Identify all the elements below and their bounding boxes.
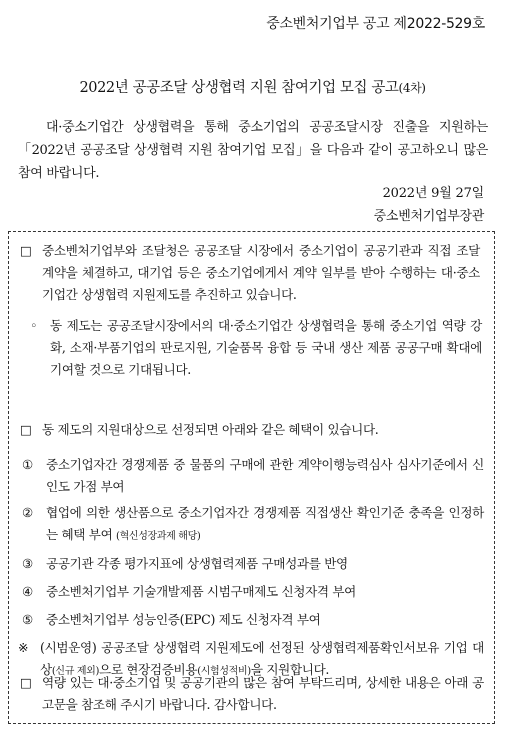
box-paragraph-1 — [20, 240, 480, 306]
number-5-icon: ⑤ — [22, 612, 33, 627]
box-paragraph-2 — [30, 315, 482, 381]
box-paragraph-5 — [20, 672, 484, 716]
list-item-text: 공공기관 각종 평가지표에 상생협력제품 구매성과를 반영 — [46, 556, 348, 571]
box-paragraph-1-text: 중소벤처기업부와 조달청은 공공조달 시장에서 중소기업이 공공기관과 직접 조달계약을 체결하고, 대기업 등은 중소기업에게서 계약 일부를 받아 수행하는 대·중소기업간 상생협력 지원제도를 추진하고 있습니다. — [42, 243, 480, 302]
signature: 중소벤처기업부장관 — [373, 209, 484, 224]
circle-bullet-icon: ◦ — [30, 318, 38, 333]
title-suffix: (4차) — [398, 81, 426, 95]
box-note-text-c: 을 지원합니다. — [250, 662, 330, 677]
square-bullet-icon: □ — [20, 422, 32, 437]
list-item-2 — [22, 502, 484, 548]
box-note-text-b: 으로 현장검증비용 — [99, 662, 198, 677]
list-item-5 — [22, 609, 484, 631]
title-main: 2022년 공공조달 상생협력 지원 참여기업 모집 공고 — [79, 80, 399, 96]
list-item-3 — [22, 553, 484, 575]
square-bullet-icon: □ — [20, 675, 32, 690]
number-4-icon: ④ — [22, 584, 33, 599]
intro-paragraph — [18, 116, 488, 185]
intro-text: 대·중소기업간 상생협력을 통해 중소기업의 공공조달시장 진출을 지원하는 「2022년 공공조달 상생협력 지원 참여기업 모집」을 다음과 같이 공고하오니 많은 참여 바랍니다. — [18, 120, 488, 181]
list-item-text: 중소벤처기업부 기술개발제품 시범구매제도 신청자격 부여 — [46, 584, 357, 599]
box-paragraph-2-text: 동 제도는 공공조달시장에서의 대·중소기업간 상생협력을 통해 중소기업 역량 강화, 소재·부품기업의 판로지원, 기술품목 융합 등 국내 생산 제품 공공구매 확대에 기여할 것으로 기대됩니다. — [50, 318, 482, 377]
box-paragraph-3-text: 동 제도의 지원대상으로 선정되면 아래와 같은 혜택이 있습니다. — [42, 422, 379, 437]
page-title — [0, 76, 505, 97]
square-bullet-icon: □ — [20, 243, 32, 258]
list-item-text: 중소벤처기업부 성능인증(EPC) 제도 신청자격 부여 — [46, 612, 321, 627]
notice-date: 2022년 9월 27일 — [382, 186, 484, 201]
box-paragraph-3 — [20, 419, 485, 441]
notice-number: 중소벤처기업부 공고 제2022-529호 — [266, 16, 485, 32]
box-note-sub-a: (신규 제외) — [51, 666, 99, 677]
list-item-4 — [22, 581, 484, 603]
box-paragraph-5-text: 역량 있는 대·중소기업 및 공공기관의 많은 참여 부탁드리며, 상세한 내용은 아래 공고문을 참조해 주시기 바랍니다. 감사합니다. — [42, 675, 484, 712]
list-item-1 — [22, 454, 484, 498]
list-item-text: 협업에 의한 생산품으로 중소기업자간 경쟁제품 직접생산 확인기준 충족을 인정하는 혜택 부여 — [46, 505, 484, 542]
list-item-text: 중소기업자간 경쟁제품 중 물품의 구매에 관한 계약이행능력심사 심사기준에서 신인도 가점 부여 — [46, 457, 484, 494]
box-note-sub-b: (시험성적비) — [197, 666, 251, 677]
box-note-text-a: (시범운영) 공공조달 상생협력 지원제도에 선정된 상생협력제품확인서보유 기업 대상 — [40, 640, 484, 677]
number-1-icon: ① — [22, 457, 33, 472]
number-3-icon: ③ — [22, 556, 33, 571]
reference-mark-icon: ※ — [18, 640, 29, 655]
list-item-note: (혁신성장과제 해당) — [116, 531, 201, 542]
number-2-icon: ② — [22, 505, 33, 520]
